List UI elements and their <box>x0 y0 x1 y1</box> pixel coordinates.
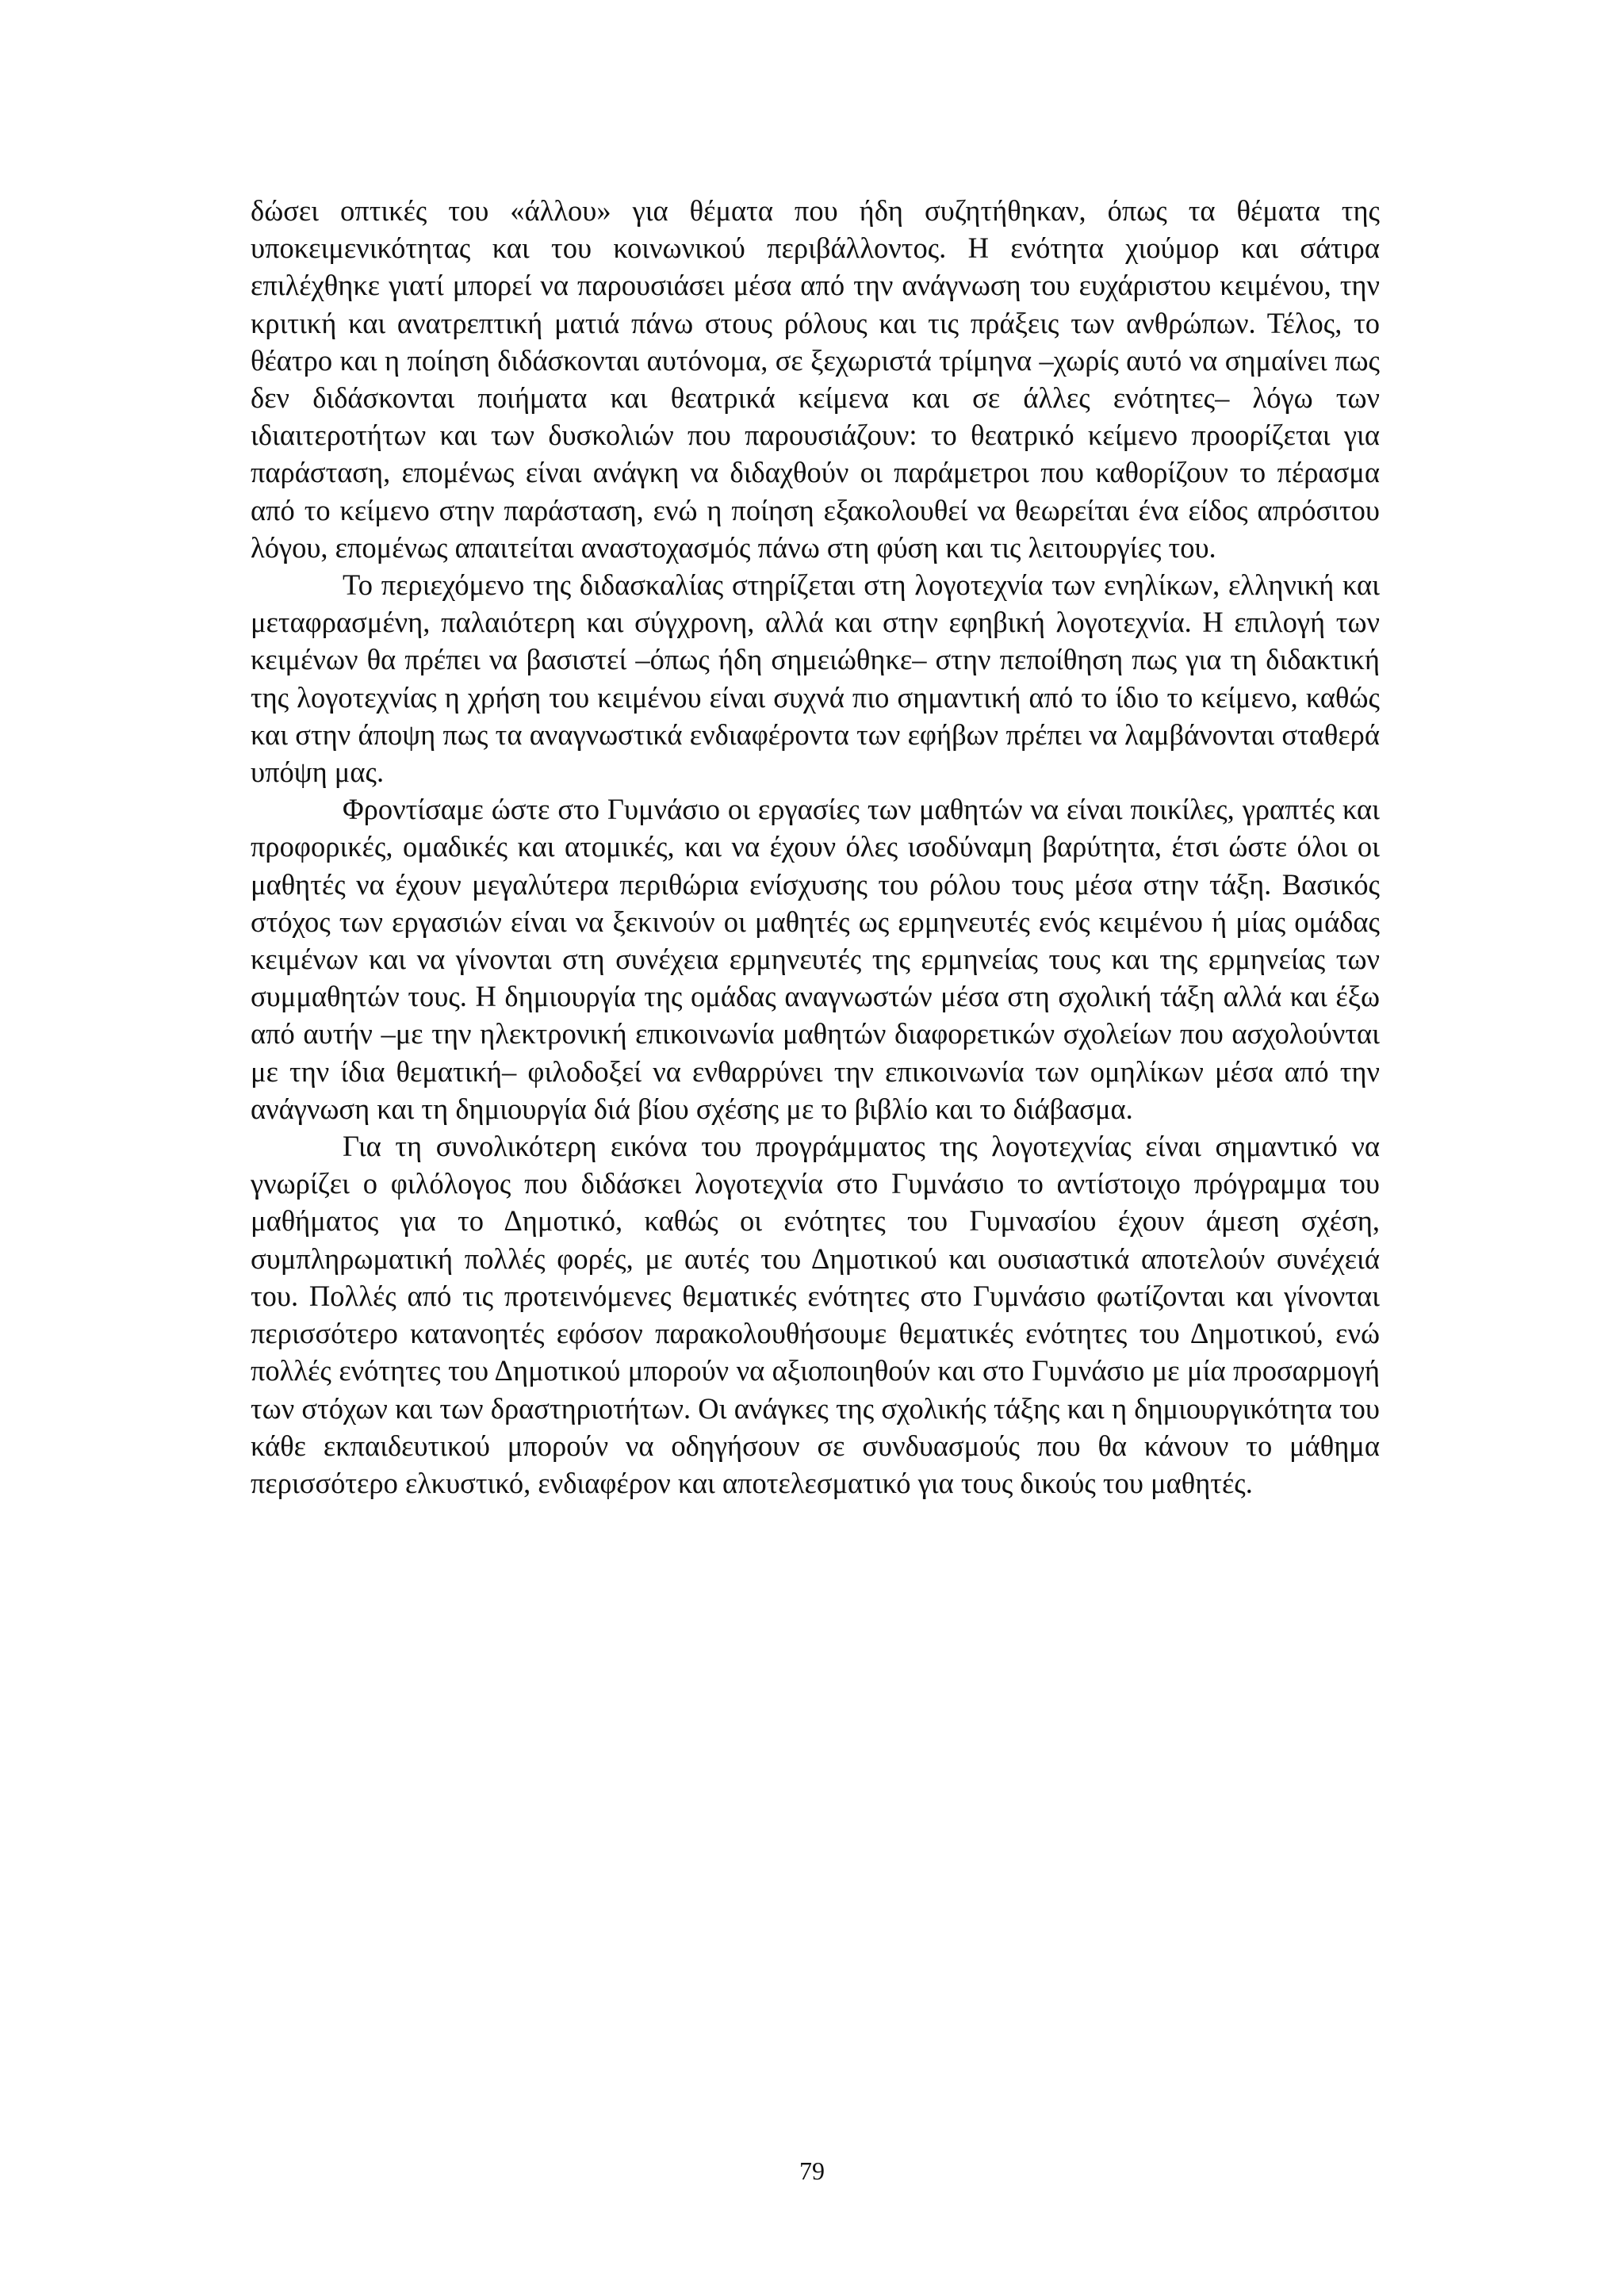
page-number: 79 <box>799 2156 825 2185</box>
body-text <box>251 192 1380 1502</box>
paragraph-student-assignments: Φροντίσαμε ώστε στο Γυμνάσιο οι εργασίες των μαθητών να είναι ποικίλες, γραπτές και προφορικές, ομαδικές και ατομικές, και να έχουν όλες ισοδύναμη βαρύτητα, έτσι ώστε όλοι οι μαθητές να έχουν μεγαλύτερα περιθώρια ενίσχυσης του ρόλου τους μέσα στην τάξη. Βασικός στόχος των εργασιών είναι να ξεκινούν οι μαθητές ως ερμηνευτές ενός κειμένου ή μίας ομάδας κειμένων και να γίνονται στη συνέχεια ερμηνευτές της ερμηνείας τους και της ερμηνείας των συμμαθητών τους. Η δημιουργία της ομάδας αναγνωστών μέσα στη σχολική τάξη αλλά και έξω από αυτήν –με την ηλεκτρονική επικοινωνία μαθητών διαφορετικών σχολείων που ασχολούνται με την ίδια θεματική– φιλοδοξεί να ενθαρρύνει την επικοινωνία των ομηλίκων μέσα από την ανάγνωση και τη δημιουργία διά βίου σχέσης με το βιβλίο και το διάβασμα. <box>251 793 1380 1125</box>
paragraph-program-overview: Για τη συνολικότερη εικόνα του προγράμματος της λογοτεχνίας είναι σημαντικό να γνωρίζει ο φιλόλογος που διδάσκει λογοτεχνία στο Γυμνάσιο το αντίστοιχο πρόγραμμα του μαθήματος για το Δημοτικό, καθώς οι ενότητες του Γυμνασίου έχουν άμεση σχέση, συμπληρωματική πολλές φορές, με αυτές του Δημοτικού και ουσιαστικά αποτελούν συνέχειά του. Πολλές από τις προτεινόμενες θεματικές ενότητες στο Γυμνάσιο φωτίζονται και γίνονται περισσότερο κατανοητές εφόσον παρακολουθήσουμε θεματικές ενότητες του Δημοτικού, ενώ πολλές ενότητες του Δημοτικού μπορούν να αξιοποιηθούν και στο Γυμνάσιο με μία προσαρμογή των στόχων και των δραστηριοτήτων. Οι ανάγκες της σχολικής τάξης και η δημιουργικότητα του κάθε εκπαιδευτικού μπορούν να οδηγήσουν σε συνδυασμούς που θα κάνουν το μάθημα περισσότερο ελκυστικό, ενδιαφέρον και αποτελεσματικό για τους δικούς του μαθητές. <box>251 1130 1380 1499</box>
paragraph-continued: δώσει οπτικές του «άλλου» για θέματα που ήδη συζητήθηκαν, όπως τα θέματα της υποκειμενικότητας και του κοινωνικού περιβάλλοντος. Η ενότητα χιούμορ και σάτιρα επιλέχθηκε γιατί μπορεί να παρουσιάσει μέσα από την ανάγνωση του ευχάριστου κειμένου, την κριτική και ανατρεπτική ματιά πάνω στους ρόλους και τις πράξεις των ανθρώπων. Τέλος, το θέατρο και η ποίηση διδάσκονται αυτόνομα, σε ξεχωριστά τρίμηνα –χωρίς αυτό να σημαίνει πως δεν διδάσκονται ποιήματα και θεατρικά κείμενα και σε άλλες ενότητες– λόγω των ιδιαιτεροτήτων και των δυσκολιών που παρουσιάζουν: το θεατρικό κείμενο προορίζεται για παράσταση, επομένως είναι ανάγκη να διδαχθούν οι παράμετροι που καθορίζουν το πέρασμα από το κείμενο στην παράσταση, ενώ η ποίηση εξακολουθεί να θεωρείται ένα είδος απρόσιτου λόγου, επομένως απαιτείται αναστοχασμός πάνω στη φύση και τις λειτουργίες του. <box>251 194 1380 564</box>
paragraph-content-of-teaching: Το περιεχόμενο της διδασκαλίας στηρίζεται στη λογοτεχνία των ενηλίκων, ελληνική και μεταφρασμένη, παλαιότερη και σύγχρονη, αλλά και στην εφηβική λογοτεχνία. Η επιλογή των κειμένων θα πρέπει να βασιστεί –όπως ήδη σημειώθηκε– στην πεποίθηση πως για τη διδακτική της λογοτεχνίας η χρήση του κειμένου είναι συχνά πιο σημαντική από το ίδιο το κείμενο, καθώς και στην άποψη πως τα αναγνωστικά ενδιαφέροντα των εφήβων πρέπει να λαμβάνονται σταθερά υπόψη μας. <box>251 568 1380 789</box>
